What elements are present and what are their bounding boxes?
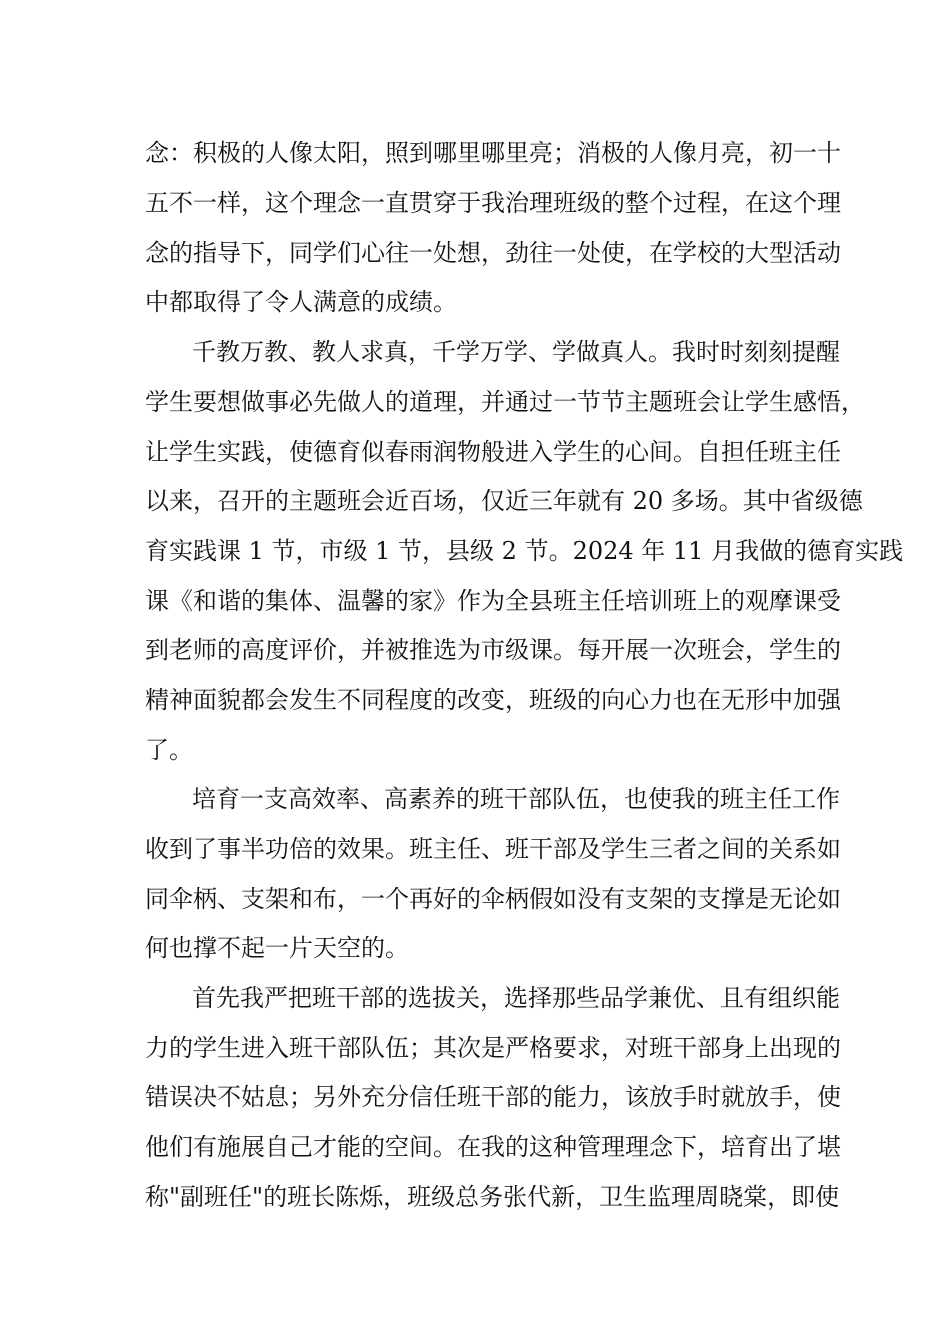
paragraph-4-line-1: 首先我严把班干部的选拔关，选择那些品学兼优、且有组织能 (192, 984, 840, 1012)
paragraph-2-line-9: 了。 (145, 736, 193, 764)
paragraph-3-line-1: 培育一支高效率、高素养的班干部队伍，也使我的班主任工作 (192, 785, 840, 813)
paragraph-2-line-8: 精神面貌都会发生不同程度的改变，班级的向心力也在无形中加强 (145, 686, 841, 714)
paragraph-1-line-4: 中都取得了令人满意的成绩。 (145, 288, 457, 316)
paragraph-1-line-2: 五不一样，这个理念一直贯穿于我治理班级的整个过程，在这个理 (145, 189, 841, 217)
paragraph-1-line-1: 念：积极的人像太阳，照到哪里哪里亮；消极的人像月亮，初一十 (145, 139, 841, 167)
paragraph-4-line-2: 力的学生进入班干部队伍；其次是严格要求，对班干部身上出现的 (145, 1034, 841, 1062)
paragraph-1-line-3: 念的指导下，同学们心往一处想，劲往一处使，在学校的大型活动 (145, 239, 841, 267)
paragraph-3-line-3: 同伞柄、支架和布，一个再好的伞柄假如没有支架的支撑是无论如 (145, 885, 841, 913)
paragraph-2-line-4: 以来，召开的主题班会近百场，仅近三年就有 20 多场。其中省级德 (145, 487, 863, 515)
paragraph-2-line-6: 课《和谐的集体、温馨的家》作为全县班主任培训班上的观摩课受 (145, 587, 841, 615)
paragraph-2-line-5: 育实践课 1 节，市级 1 节，县级 2 节。2024 年 11 月我做的德育实践 (145, 537, 904, 565)
paragraph-3-line-4: 何也撑不起一片天空的。 (145, 934, 409, 962)
paragraph-2-line-3: 让学生实践，使德育似春雨润物般进入学生的心间。自担任班主任 (145, 438, 841, 466)
paragraph-3-line-2: 收到了事半功倍的效果。班主任、班干部及学生三者之间的关系如 (145, 835, 841, 863)
paragraph-2-line-1: 千教万教、教人求真，千学万学、学做真人。我时时刻刻提醒 (192, 338, 840, 366)
paragraph-2-line-2: 学生要想做事必先做人的道理，并通过一节节主题班会让学生感悟， (145, 388, 865, 416)
paragraph-2-line-7: 到老师的高度评价，并被推选为市级课。每开展一次班会，学生的 (145, 636, 841, 664)
paragraph-4-line-5: 称"副班任"的班长陈烁，班级总务张代新，卫生监理周晓棠，即使 (145, 1183, 840, 1211)
paragraph-4-line-3: 错误决不姑息；另外充分信任班干部的能力，该放手时就放手，使 (145, 1083, 841, 1111)
paragraph-4-line-4: 他们有施展自己才能的空间。在我的这种管理理念下，培育出了堪 (145, 1133, 841, 1161)
